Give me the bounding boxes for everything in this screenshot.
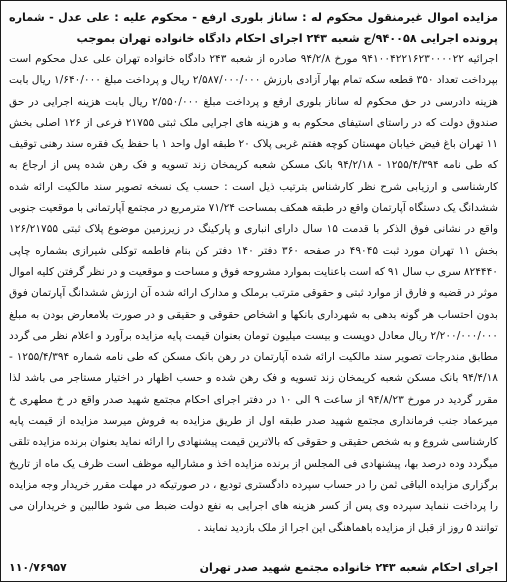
issuer-signature: اجرای احکام شعبه ۲۴۳ خانواده مجتمع شهید صدر تهران xyxy=(199,560,498,574)
notice-code: ۱۱۰/۷۶۹۵۷ xyxy=(9,560,67,574)
notice-footer xyxy=(9,557,498,577)
notice-title: مزایده اموال غیرمنقول محکوم له : ساناز بلوری ارفع - محکوم علیه : علی عدل - شماره پرونده اجرایی ۹۴۰۰۵۸/ج شعبه ۲۴۳ اجرای احکام دادگاه خانواده تهران بموجب xyxy=(9,11,498,45)
notice-body: اجرائیه ۹۴۱۰۰۴۲۲۱۶۲۳۰۰۰۰۲۲ مورخ ۹۴/۲/۸ صادره از شعبه ۲۴۳ دادگاه خانواده تهران علی عدل محکوم است بپرداخت تعداد ۳۵۰ قطعه سکه تمام بهار آزادی بارزش ۲/۵۸۷/۰۰۰/۰۰۰ ریال و پرداخت مبلغ ۱/۶۴۰/۰۰۰ ریال بابت هزینه دادرسی در حق محکوم له ساناز بلوری ارفع و پرداخت مبلغ ۲/۵۵۰/۰۰۰ ریال بابت هزینه اجرایی در حق صندوق دولت که در راستای استیفای محکوم به و هزینه های اجرایی ملک ثبتی ۲۱۷۵۵ فرعی از ۱۲۶ اصلی بخش ۱۱ تهران باغ فیض خیابان مهستان کوچه هفتم غربی پلاک ۲۰ طبقه اول واحد ۱ با حفظ یک فقره سند رهنی توقیف که طی نامه ۱۲۵۵/۴/۳۹۴ - ۹۴/۲/۱۸ بانک مسکن شعبه کریمخان زند تسویه و فک رهن شده پس از ارجاع به کارشناسی و ارزیابی شرح نظر کارشناس بترتیب ذیل است : حسب یک نسخه تصویر سند مالکیت ارائه شده ششدانگ یک دستگاه آپارتمان واقع در طبقه همکف بمساحت ۷۱/۲۴ مترمربع در مجتمع آپارتمانی با موقعیت جنوبی واقع در نشانی فوق الذکر با قدمت ۱۵ سال دارای انباری و پارکینگ در زیرزمین موضوع پلاک ثبتی ۱۲۶/۲۱۷۵۵ بخش ۱۱ تهران مورد ثبت ۴۹۰۴۵ در صفحه ۳۶۰ دفتر ۱۴۰ دفتر کن بنام فاطمه توکلی شیرازی بشماره چاپی ۸۲۴۴۴۰ سری ب سال ۹۱ که است باعنایت بموارد مشروحه فوق و مساحت و موقعیت و در نظر گرفتن کلیه اموال موثر در قضیه و فارق از موارد ثبتی و حقوقی مترتب برملک و مدارک ارائه شده آن ارزش ششدانگ آپارتمان فوق بدون احتساب هر گونه بدهی به شهرداری بانکها و اشخاص حقوقی و حقیقی و در صورت بلامعارض بودن به مبلغ ۲/۲۰۰/۰۰۰/۰۰۰ ریال معادل دویست و بیست میلیون تومان بعنوان قیمت پایه مزایده برآورد و اعلام نظر می گردد مطابق مندرجات تصویر سند مالکیت ارائه شده آپارتمان در رهن بانک مسکن که طی نامه شماره ۱۲۵۵/۴/۳۹۴ - ۹۴/۴/۱۸ بانک مسکن شعبه کریمخان زند تسویه و فک رهن شده و حسب اظهار در اختیار مستاجر می باشد لذا مقرر گردید در مورخ ۹۴/۸/۲۳ از ساعت ۹ الی ۱۰ در دفتر اجرای احکام مجتمع شهید صدر واقع در خ مطهری خ میرعماد جنب فرمانداری مجتمع شهید صدر طبقه اول از طریق مزایده به فروش میرسد مزایده از قیمت پایه کارشناسی شروع و به شخص حقیقی و حقوقی که بالاترین قیمت پیشنهادی را ارائه نماید بعنوان برنده مزایده تلقی میگردد وده درصد بها، پیشنهادی فی المجلس از برنده مزایده اخذ و مشارالیه موظف است ظرف یک ماه از تاریخ برگزاری مزایده الباقی ثمن را در حساب سپرده دادگستری تودیع ، در صورتیکه در مهلت مقرر خریدار وجه مزایده را پرداخت ننماید سپرده وی پس از کسر هزینه های اجرایی به نفع دولت ضبط می شود طالبین و خریداران می توانند ۵ روز از قبل از مزایده باهماهنگی این اجرا از ملک بازدید نمایند . xyxy=(9,53,499,534)
